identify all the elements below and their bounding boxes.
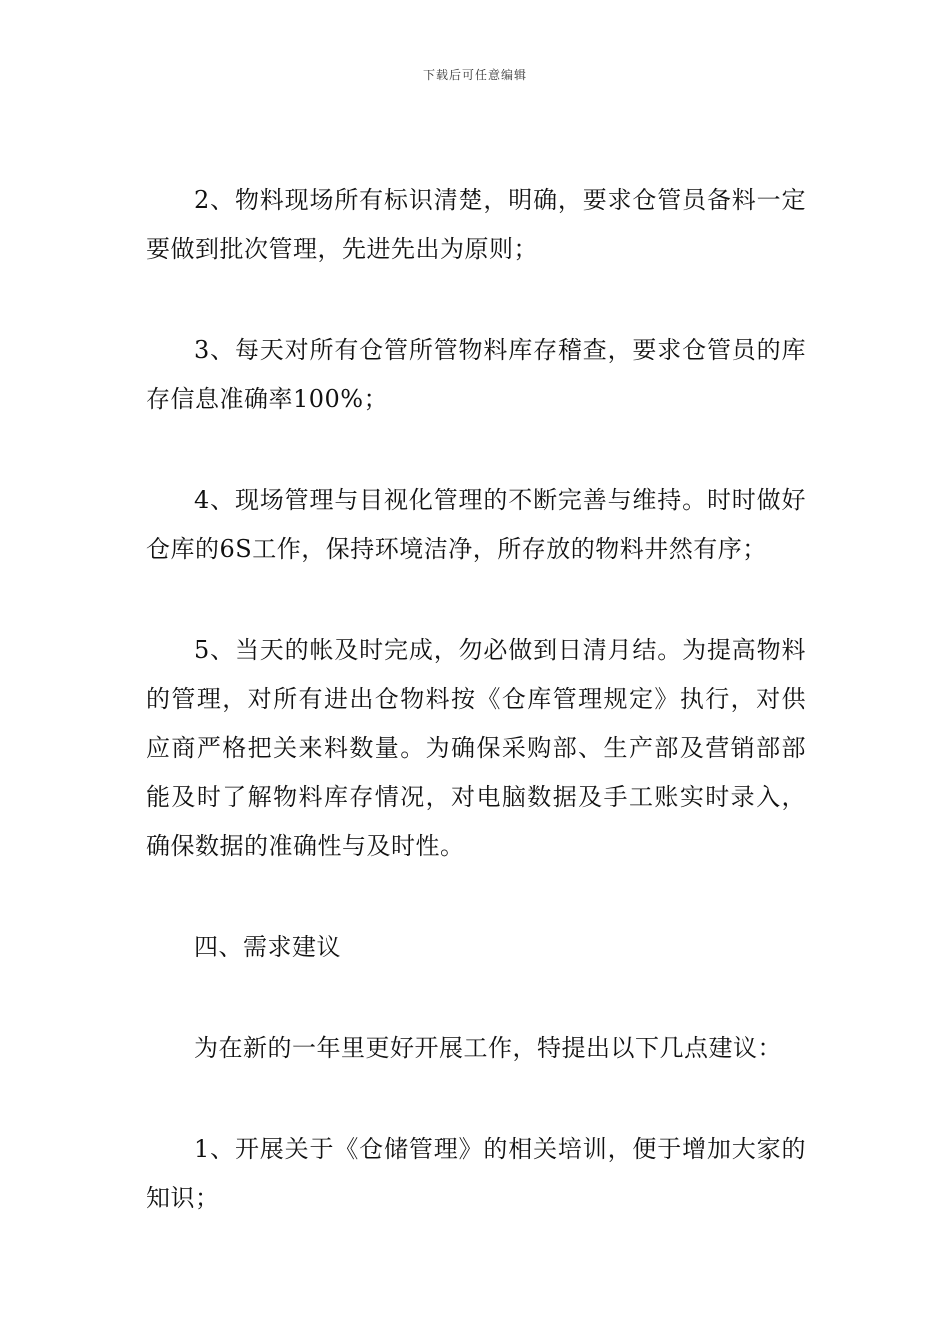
- paragraph-item-3: 3、每天对所有仓管所管物料库存稽查，要求仓管员的库存信息准确率100%；: [146, 336, 806, 413]
- section-heading: 四、需求建议: [194, 933, 341, 961]
- paragraph-item-4: 4、现场管理与目视化管理的不断完善与维持。时时做好仓库的6S工作，保持环境洁净，所存放的物料井然有序；: [146, 486, 806, 563]
- intro-paragraph: 为在新的一年里更好开展工作，特提出以下几点建议：: [194, 1034, 782, 1062]
- document-body: [146, 176, 806, 1275]
- page-header: 下载后可任意编辑: [422, 68, 527, 82]
- suggestion-item-1: 1、开展关于《仓储管理》的相关培训，便于增加大家的知识；: [146, 1135, 806, 1212]
- paragraph-item-2: 2、物料现场所有标识清楚，明确，要求仓管员备料一定要做到批次管理，先进先出为原则；: [146, 186, 806, 263]
- paragraph-item-5: 5、当天的帐及时完成，勿必做到日清月结。为提高物料的管理，对所有进出仓物料按《仓库管理规定》执行，对供应商严格把关来料数量。为确保采购部、生产部及营销部部能及时了解物料库存情况，对电脑数据及手工账实时录入，确保数据的准确性与及时性。: [146, 636, 806, 860]
